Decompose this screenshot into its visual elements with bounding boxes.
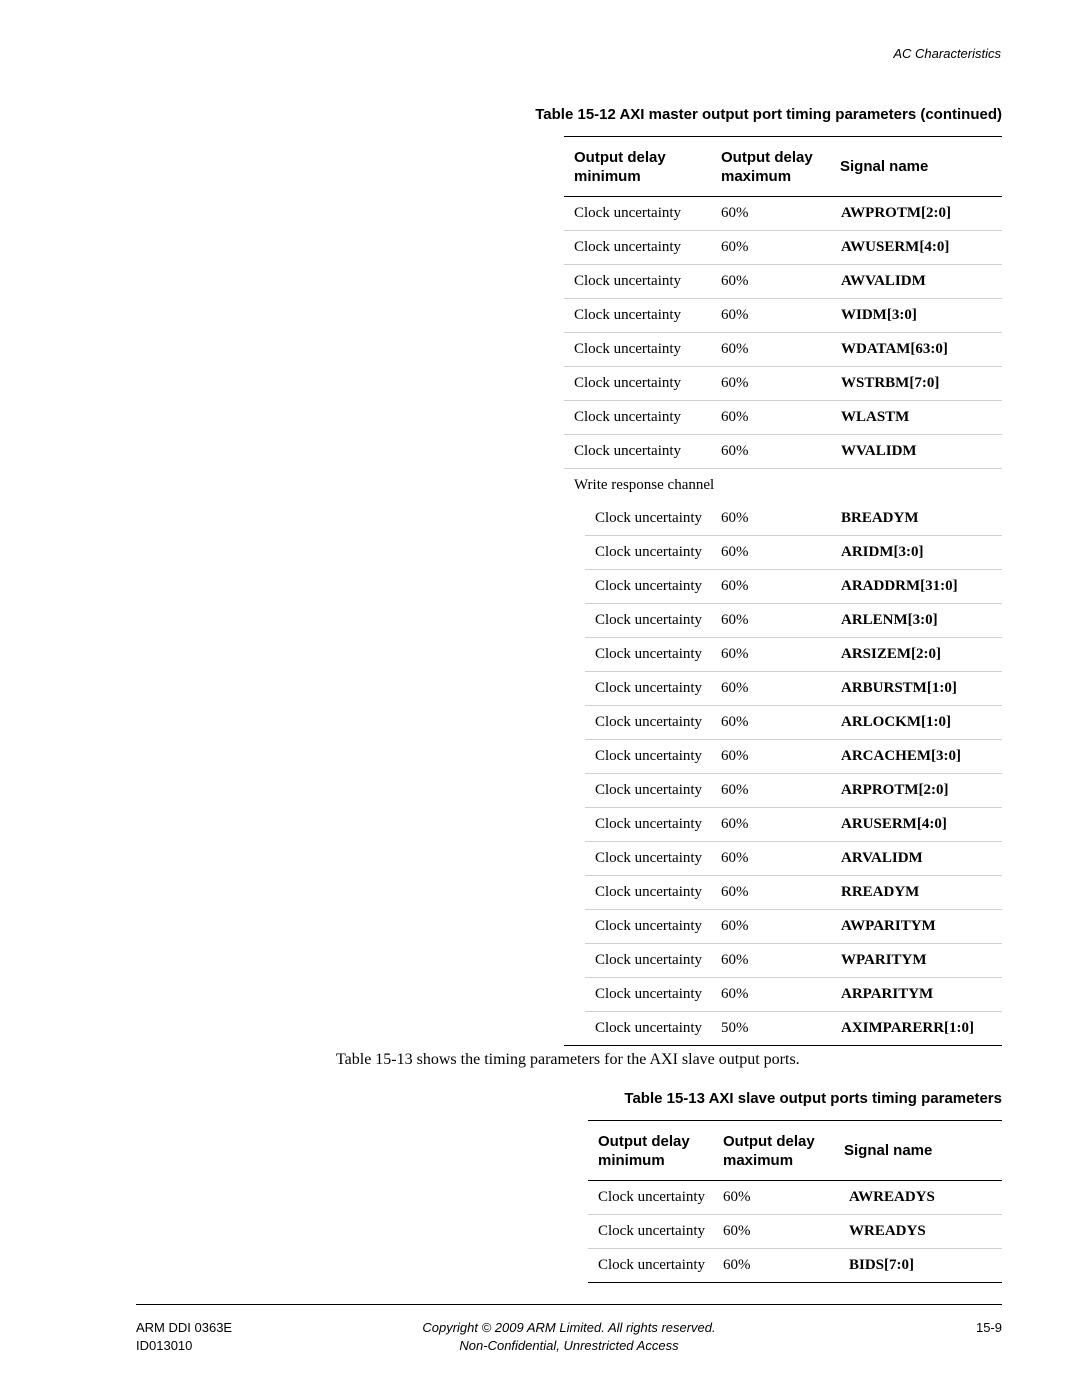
cell-min: Clock uncertainty	[595, 850, 703, 866]
cell-min: Clock uncertainty	[595, 646, 703, 662]
table-row	[564, 435, 1002, 469]
cell-max: 60%	[721, 748, 749, 764]
cell-signal: BREADYM	[841, 510, 919, 526]
table-row	[585, 774, 1002, 808]
body-paragraph: Table 15-13 shows the timing parameters for the AXI slave output ports.	[336, 1051, 800, 1068]
table-row	[585, 502, 1002, 536]
cell-min: Clock uncertainty	[595, 884, 703, 900]
cell-signal: WSTRBM[7:0]	[841, 375, 940, 391]
cell-max: 60%	[721, 952, 749, 968]
table-row	[585, 978, 1002, 1012]
cell-signal: WPARITYM	[841, 952, 927, 968]
cell-signal: ARIDM[3:0]	[841, 544, 924, 560]
cell-max: 60%	[721, 918, 749, 934]
table-row	[585, 876, 1002, 910]
table1-body	[564, 197, 1002, 1046]
table2-header-row	[588, 1121, 1002, 1181]
col-header-max: Output delay maximum	[721, 148, 813, 185]
cell-signal: ARLOCKM[1:0]	[841, 714, 951, 730]
cell-min: Clock uncertainty	[595, 510, 703, 526]
table-row	[564, 1012, 1002, 1046]
table-row	[564, 333, 1002, 367]
table-row	[585, 842, 1002, 876]
col-header-signal: Signal name	[844, 1142, 933, 1159]
cell-signal: ARPROTM[2:0]	[841, 782, 949, 798]
cell-min: Clock uncertainty	[595, 714, 703, 730]
cell-max: 60%	[721, 273, 749, 289]
cell-signal: ARSIZEM[2:0]	[841, 646, 941, 662]
cell-signal: AWPARITYM	[841, 918, 936, 934]
cell-signal: ARADDRM[31:0]	[841, 578, 958, 594]
cell-max: 60%	[721, 850, 749, 866]
table-row	[585, 672, 1002, 706]
table1	[564, 136, 1002, 1046]
footer-doc-ids: ARM DDI 0363E ID013010	[136, 1320, 233, 1353]
cell-min: Clock uncertainty	[598, 1223, 706, 1239]
table-row	[564, 231, 1002, 265]
table-row	[585, 808, 1002, 842]
cell-signal: ARPARITYM	[841, 986, 934, 1002]
cell-max: 60%	[721, 239, 749, 255]
table2-body	[588, 1181, 1002, 1283]
table-row	[585, 706, 1002, 740]
table-row	[585, 570, 1002, 604]
cell-min: Clock uncertainty	[598, 1189, 706, 1205]
cell-max: 60%	[723, 1223, 751, 1239]
cell-min: Clock uncertainty	[595, 918, 703, 934]
cell-min: Clock uncertainty	[595, 578, 703, 594]
cell-max: 60%	[721, 205, 749, 221]
table-row	[564, 401, 1002, 435]
cell-min: Clock uncertainty	[574, 307, 682, 323]
cell-signal: WIDM[3:0]	[841, 307, 917, 323]
cell-min: Clock uncertainty	[574, 375, 682, 391]
cell-min: Clock uncertainty	[595, 544, 703, 560]
cell-signal: WREADYS	[849, 1223, 926, 1239]
cell-min: Clock uncertainty	[598, 1257, 706, 1273]
table-row	[588, 1181, 1002, 1215]
cell-signal: ARCACHEM[3:0]	[841, 748, 961, 764]
cell-max: 60%	[721, 884, 749, 900]
cell-max: 60%	[721, 341, 749, 357]
cell-min: Clock uncertainty	[595, 782, 703, 798]
cell-min: Clock uncertainty	[595, 680, 703, 696]
table-row	[564, 265, 1002, 299]
cell-signal: ARVALIDM	[841, 850, 923, 866]
cell-min: Clock uncertainty	[574, 205, 682, 221]
cell-max: 60%	[721, 612, 749, 628]
cell-min: Clock uncertainty	[595, 952, 703, 968]
cell-min: Clock uncertainty	[595, 612, 703, 628]
cell-max: 50%	[721, 1020, 749, 1036]
footer-notice: Copyright © 2009 ARM Limited. All rights reserved. Non-Confidential, Unrestricted Access	[422, 1320, 716, 1353]
cell-min: Clock uncertainty	[574, 443, 682, 459]
cell-max: 60%	[721, 782, 749, 798]
table-row	[585, 604, 1002, 638]
cell-min: Clock uncertainty	[595, 816, 703, 832]
cell-signal: BIDS[7:0]	[849, 1257, 915, 1273]
cell-min: Clock uncertainty	[574, 341, 682, 357]
cell-signal: WDATAM[63:0]	[841, 341, 948, 357]
cell-min: Clock uncertainty	[574, 273, 682, 289]
col-header-min: Output delay minimum	[598, 1132, 690, 1169]
cell-max: 60%	[721, 646, 749, 662]
table-row	[585, 910, 1002, 944]
cell-max: 60%	[721, 680, 749, 696]
cell-max: 60%	[721, 443, 749, 459]
cell-max: 60%	[721, 816, 749, 832]
cell-signal: ARUSERM[4:0]	[841, 816, 947, 832]
cell-signal: AWUSERM[4:0]	[841, 239, 950, 255]
col-header-max: Output delay maximum	[723, 1132, 815, 1169]
cell-signal: AWREADYS	[849, 1189, 935, 1205]
cell-min: Clock uncertainty	[574, 409, 682, 425]
cell-signal: AWVALIDM	[841, 273, 926, 289]
cell-signal: WLASTM	[841, 409, 910, 425]
cell-max: 60%	[721, 375, 749, 391]
table-row	[564, 197, 1002, 231]
cell-max: 60%	[723, 1189, 751, 1205]
cell-max: 60%	[721, 714, 749, 730]
cell-signal: ARBURSTM[1:0]	[841, 680, 957, 696]
table-row	[588, 1215, 1002, 1249]
page-footer	[136, 1304, 1002, 1353]
running-header: AC Characteristics	[893, 46, 1001, 61]
cell-max: 60%	[721, 510, 749, 526]
cell-max: 60%	[721, 307, 749, 323]
table-row	[585, 944, 1002, 978]
table-row	[588, 1249, 1002, 1283]
col-header-min: Output delay minimum	[574, 148, 666, 185]
cell-signal: WVALIDM	[841, 443, 917, 459]
cell-max: 60%	[721, 409, 749, 425]
table-row	[585, 536, 1002, 570]
cell-min: Clock uncertainty	[595, 1020, 703, 1036]
cell-max: 60%	[721, 986, 749, 1002]
cell-max: 60%	[721, 544, 749, 560]
table1-header-row	[564, 137, 1002, 197]
col-header-signal: Signal name	[840, 158, 929, 175]
table-row	[564, 299, 1002, 333]
cell-signal: AWPROTM[2:0]	[841, 205, 951, 221]
cell-signal: AXIMPARERR[1:0]	[841, 1020, 975, 1036]
table1-caption: Table 15-12 AXI master output port timing parameters (continued)	[535, 106, 1002, 123]
group-row	[564, 469, 1002, 502]
cell-signal: RREADYM	[841, 884, 920, 900]
table-row	[585, 740, 1002, 774]
cell-signal: ARLENM[3:0]	[841, 612, 938, 628]
cell-min: Clock uncertainty	[595, 986, 703, 1002]
cell-max: 60%	[721, 578, 749, 594]
page-number: 15-9	[975, 1320, 1002, 1335]
cell-max: 60%	[723, 1257, 751, 1273]
cell-min: Clock uncertainty	[574, 239, 682, 255]
table-row	[585, 638, 1002, 672]
table2	[588, 1120, 1002, 1283]
group-label: Write response channel	[574, 477, 715, 493]
table-row	[564, 367, 1002, 401]
table2-caption: Table 15-13 AXI slave output ports timing parameters	[624, 1090, 1002, 1107]
cell-min: Clock uncertainty	[595, 748, 703, 764]
